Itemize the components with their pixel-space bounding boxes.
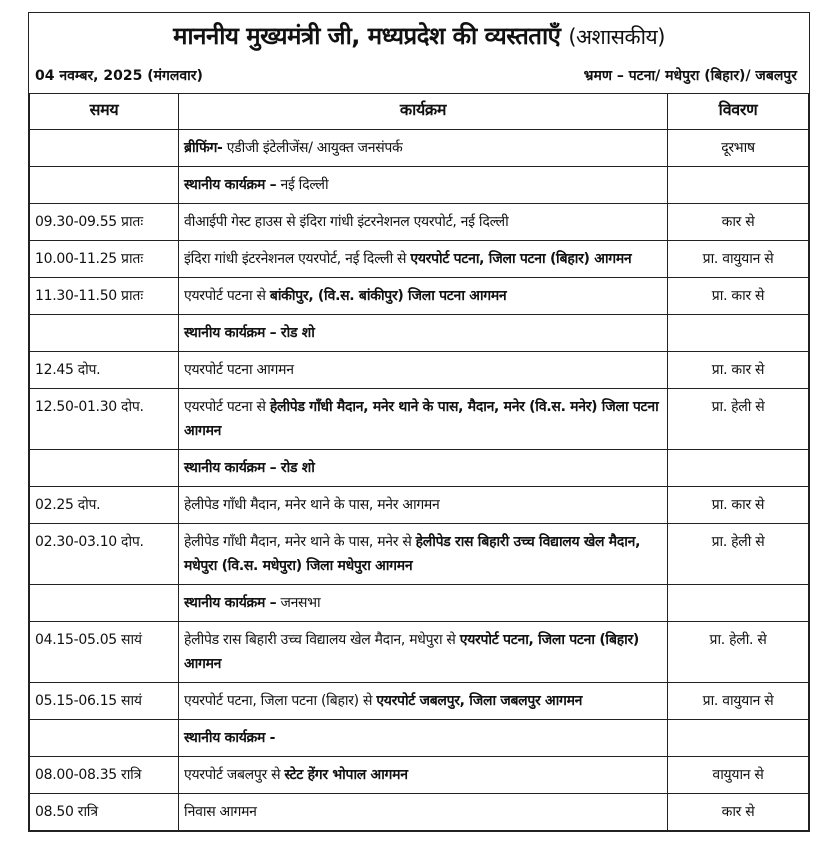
program-cell <box>179 167 668 204</box>
program-cell <box>179 622 668 683</box>
title-text: माननीय मुख्यमंत्री जी, मध्यप्रदेश की व्यस्तताएँ <box>173 22 561 50</box>
program-cell <box>179 450 668 487</box>
time-cell: 09.30-09.55 प्रातः <box>30 204 179 241</box>
program-cell <box>179 241 668 278</box>
detail-cell: प्रा. कार से <box>668 278 809 315</box>
program-text: बांकीपुर, (वि.स. बांकीपुर) जिला पटना आगमन <box>269 288 507 304</box>
header-detail: विवरण <box>668 94 809 130</box>
program-cell <box>179 352 668 389</box>
detail-cell: प्रा. वायुयान से <box>668 683 809 720</box>
time-cell <box>30 315 179 352</box>
table-row <box>30 757 809 794</box>
detail-cell: प्रा. हेली से <box>668 389 809 450</box>
table-row <box>30 524 809 585</box>
program-text: स्थानीय कार्यक्रम - <box>184 730 276 746</box>
time-cell <box>30 450 179 487</box>
table-row <box>30 450 809 487</box>
detail-cell: वायुयान से <box>668 757 809 794</box>
program-text: स्थानीय कार्यक्रम – <box>184 595 277 611</box>
program-text: वीआईपी गेस्ट हाउस से इंदिरा गांधी इंटरनेशनल एयरपोर्ट, नई दिल्ली <box>184 214 509 230</box>
schedule-document <box>28 12 810 832</box>
table-row <box>30 683 809 720</box>
program-text: एयरपोर्ट पटना, जिला पटना (बिहार) आगमन <box>410 251 632 267</box>
program-cell <box>179 794 668 831</box>
program-text: जनसभा <box>276 595 321 611</box>
time-cell <box>30 167 179 204</box>
detail-cell: कार से <box>668 204 809 241</box>
header-time: समय <box>30 94 179 130</box>
program-text: एयरपोर्ट जबलपुर से <box>184 767 285 783</box>
program-text: स्टेट हेंगर भोपाल आगमन <box>284 767 408 783</box>
time-cell <box>30 585 179 622</box>
time-cell: 11.30-11.50 प्रातः <box>30 278 179 315</box>
table-row <box>30 389 809 450</box>
time-cell <box>30 130 179 167</box>
time-cell: 02.30-03.10 दोप. <box>30 524 179 585</box>
table-row <box>30 352 809 389</box>
detail-cell <box>668 167 809 204</box>
program-text: एयरपोर्ट पटना आगमन <box>184 362 294 378</box>
schedule-table <box>29 93 809 831</box>
detail-cell: दूरभाष <box>668 130 809 167</box>
header-program: कार्यक्रम <box>179 94 668 130</box>
program-text: हेलीपेड गाँधी मैदान, मनेर थाने के पास, मनेर आगमन <box>184 497 440 513</box>
program-text: निवास आगमन <box>184 804 257 820</box>
table-row <box>30 241 809 278</box>
table-row <box>30 167 809 204</box>
program-text: हेलीपेड रास बिहारी उच्च विद्यालय खेल मैदान, मधेपुरा (वि.स. मधेपुरा) जिला मधेपुरा आगमन <box>184 534 641 574</box>
program-text: स्थानीय कार्यक्रम – <box>184 177 277 193</box>
program-cell <box>179 389 668 450</box>
detail-cell <box>668 450 809 487</box>
table-row <box>30 204 809 241</box>
detail-cell: प्रा. हेली. से <box>668 622 809 683</box>
program-text: हेलीपेड रास बिहारी उच्च विद्यालय खेल मैदान, मधेपुरा से <box>184 632 460 648</box>
time-cell: 08.50 रात्रि <box>30 794 179 831</box>
program-text: हेलीपेड गाँधी मैदान, मनेर थाने के पास, मनेर से <box>184 534 416 550</box>
detail-cell <box>668 315 809 352</box>
program-cell <box>179 130 668 167</box>
table-row <box>30 130 809 167</box>
detail-cell <box>668 585 809 622</box>
program-text: एयरपोर्ट पटना से <box>184 288 270 304</box>
program-text: हेलीपेड गाँधी मैदान, मनेर थाने के पास, मैदान, मनेर (वि.स. मनेर) जिला पटना आगमन <box>184 399 659 439</box>
meta-row <box>29 56 809 93</box>
tour-route: भ्रमण – पटना/ मधेपुरा (बिहार)/ जबलपुर <box>583 68 797 84</box>
time-cell: 12.50-01.30 दोप. <box>30 389 179 450</box>
detail-cell: प्रा. वायुयान से <box>668 241 809 278</box>
table-row <box>30 622 809 683</box>
table-row <box>30 278 809 315</box>
program-cell <box>179 683 668 720</box>
table-row <box>30 585 809 622</box>
detail-cell: प्रा. कार से <box>668 487 809 524</box>
detail-cell: प्रा. कार से <box>668 352 809 389</box>
table-row <box>30 487 809 524</box>
program-cell <box>179 278 668 315</box>
time-cell: 08.00-08.35 रात्रि <box>30 757 179 794</box>
program-text: स्थानीय कार्यक्रम – रोड शो <box>184 325 315 341</box>
program-text: एयरपोर्ट पटना से <box>184 399 270 415</box>
table-header <box>30 94 809 130</box>
table-row <box>30 315 809 352</box>
time-cell: 02.25 दोप. <box>30 487 179 524</box>
time-cell: 12.45 दोप. <box>30 352 179 389</box>
detail-cell <box>668 720 809 757</box>
table-row <box>30 720 809 757</box>
program-text: एयरपोर्ट पटना, जिला पटना (बिहार) आगमन <box>184 632 640 672</box>
time-cell: 05.15-06.15 सायं <box>30 683 179 720</box>
time-cell: 10.00-11.25 प्रातः <box>30 241 179 278</box>
program-cell <box>179 585 668 622</box>
program-cell <box>179 487 668 524</box>
program-text: ब्रीफिंग- <box>184 140 223 156</box>
program-cell <box>179 720 668 757</box>
date: 04 नवम्बर, 2025 (मंगलवार) <box>35 68 203 84</box>
detail-cell: प्रा. हेली से <box>668 524 809 585</box>
table-row <box>30 794 809 831</box>
document-title <box>29 13 809 56</box>
program-text: एयरपोर्ट जबलपुर, जिला जबलपुर आगमन <box>376 693 583 709</box>
detail-cell: कार से <box>668 794 809 831</box>
program-cell <box>179 757 668 794</box>
time-cell <box>30 720 179 757</box>
program-text: एडीजी इंटेलीजेंस/ आयुक्त जनसंपर्क <box>222 140 403 156</box>
program-cell <box>179 524 668 585</box>
time-cell: 04.15-05.05 सायं <box>30 622 179 683</box>
program-text: स्थानीय कार्यक्रम – रोड शो <box>184 460 315 476</box>
program-text: एयरपोर्ट पटना, जिला पटना (बिहार) से <box>184 693 377 709</box>
program-text: नई दिल्ली <box>276 177 329 193</box>
program-cell <box>179 315 668 352</box>
program-cell <box>179 204 668 241</box>
title-suffix: (अशासकीय) <box>568 25 665 49</box>
program-text: इंदिरा गांधी इंटरनेशनल एयरपोर्ट, नई दिल्ली से <box>184 251 411 267</box>
